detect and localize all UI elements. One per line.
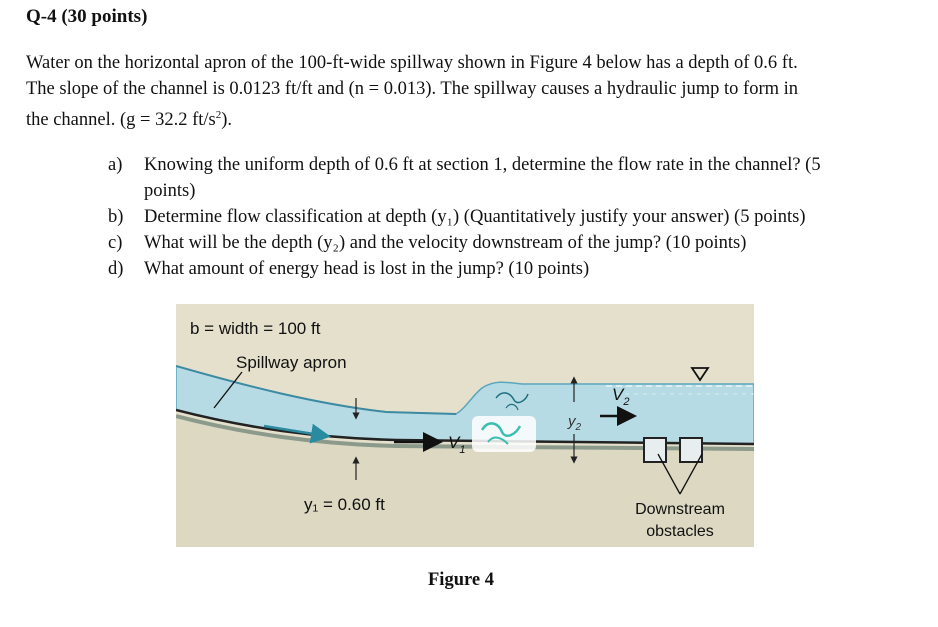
question-parts [108, 152, 908, 282]
part-label: a) [108, 155, 123, 175]
part-a-line-2: points) [144, 181, 196, 201]
intro-line-3-end: ). [221, 110, 233, 131]
v2-label: $V_2$ [612, 385, 630, 408]
intro-line-3-text: the channel. (g = 32.2 ft/s [26, 110, 216, 131]
intro-line-1: Water on the horizontal apron of the 100-ft-wide spillway shown in Figure 4 below has a depth of 0.6 ft. [26, 53, 798, 73]
part-b [108, 204, 908, 230]
width-label: b = width = 100 ft [190, 319, 321, 338]
part-d [108, 256, 908, 282]
superscript-2: 2 [215, 109, 222, 121]
part-c [108, 230, 908, 256]
figure-caption: Figure 4 [428, 570, 494, 590]
y1-label: y₁ = 0.60 ft [304, 495, 385, 514]
question-title: Q-4 (30 points) [26, 6, 148, 27]
part-a-line-1: Knowing the uniform depth of 0.6 ft at section 1, determine the flow rate in the channel? (5 [144, 155, 821, 175]
downstream-label-1: Downstream [635, 501, 725, 518]
part-label: c) [108, 233, 123, 253]
part-a [108, 152, 908, 204]
obstacle-block-1 [644, 438, 666, 462]
intro-line-3 [26, 102, 916, 133]
intro-line-2: The slope of the channel is 0.0123 ft/ft and (n = 0.013). The spillway causes a hydraulic jump to form in [26, 79, 799, 99]
problem-statement [26, 50, 916, 133]
obstacle-block-2 [680, 438, 702, 462]
part-label: b) [108, 207, 124, 227]
part-c-text: What will be the depth (y₂) and the velocity downstream of the jump? (10 points) [144, 233, 747, 253]
v1-label: $V_1$ [448, 433, 466, 456]
part-d-text: What amount of energy head is lost in the jump? (10 points) [144, 259, 590, 279]
downstream-label-2: obstacles [646, 523, 714, 540]
apron-label: Spillway apron [236, 353, 347, 372]
y2-label: $y_2$ [568, 413, 582, 433]
spillway-figure [176, 304, 754, 547]
part-label: d) [108, 259, 124, 279]
part-b-text: Determine flow classification at depth (y₁) (Quantitatively justify your answer) (5 points) [144, 207, 806, 227]
